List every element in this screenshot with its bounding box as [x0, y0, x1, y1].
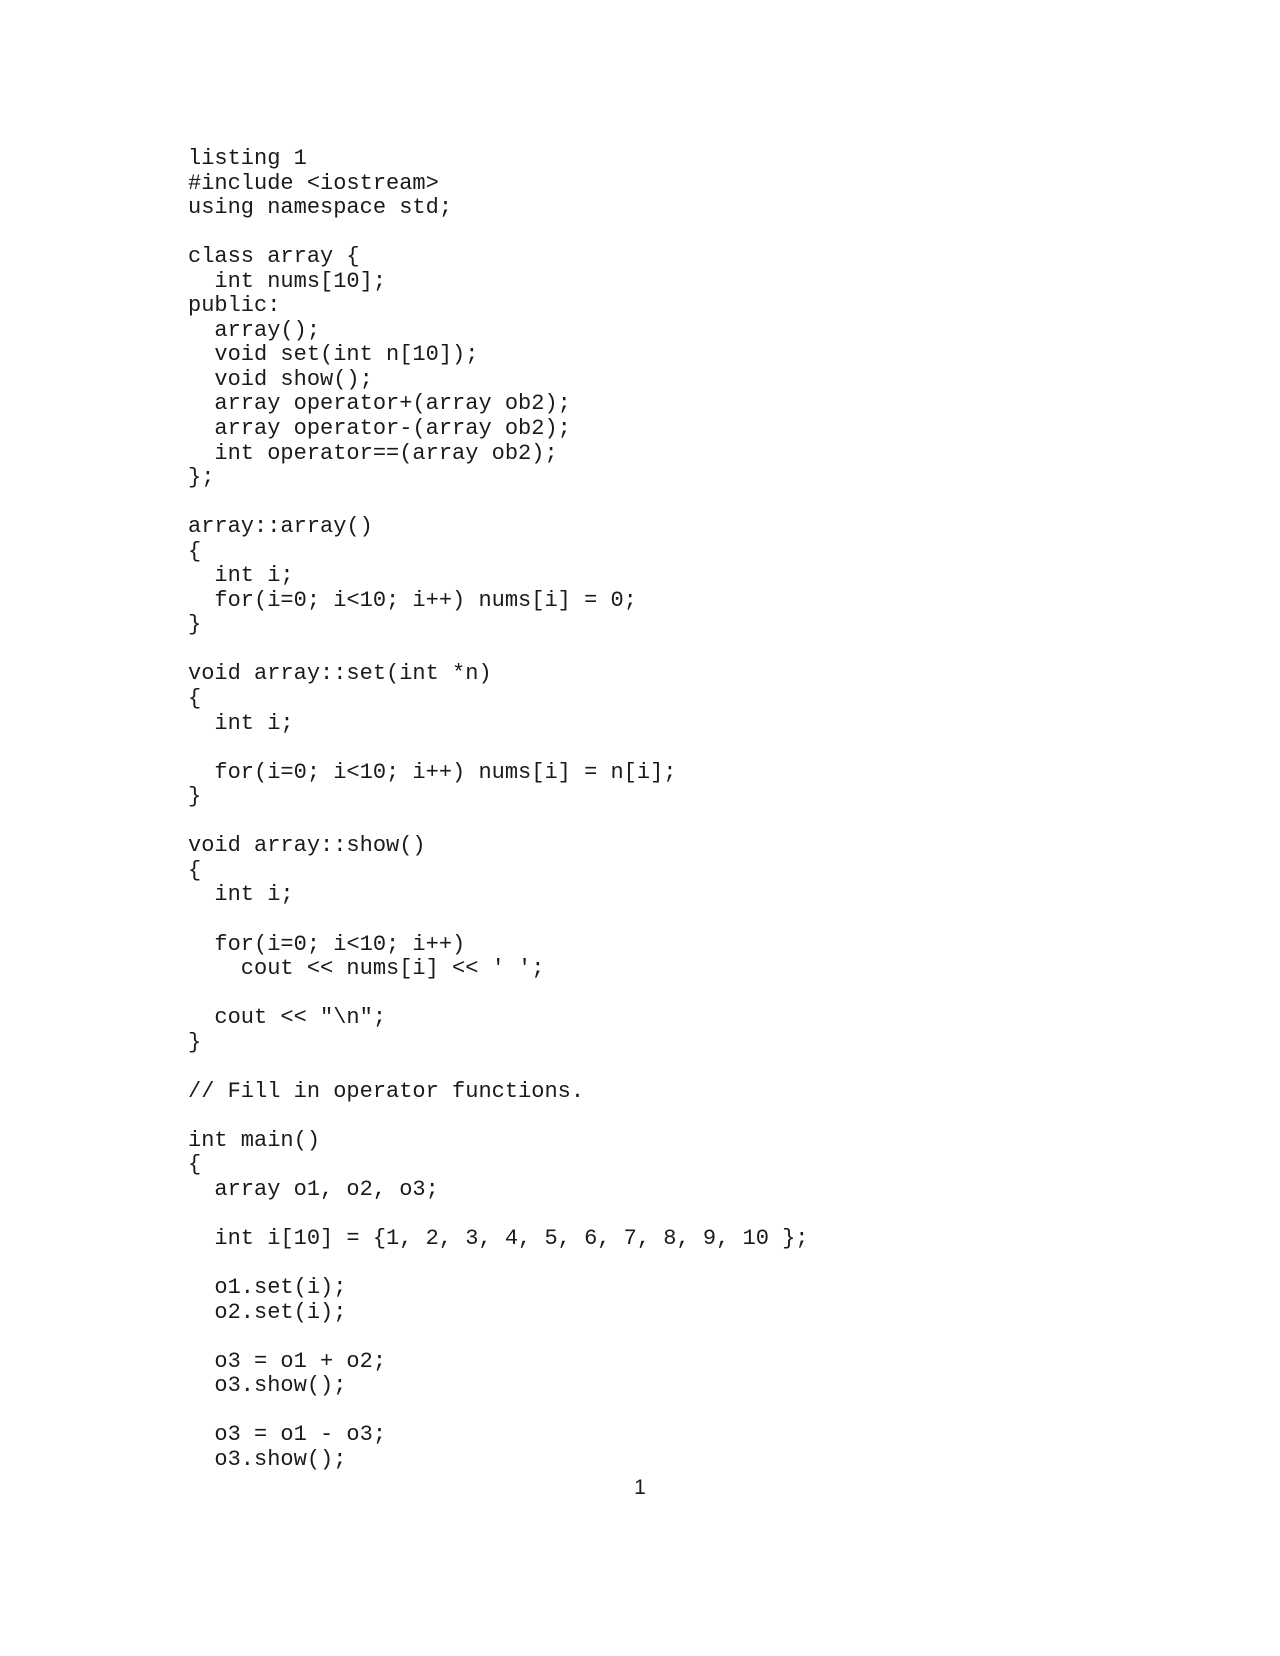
page-number: 1 — [634, 1476, 646, 1499]
code-line: int operator==(array ob2); — [188, 440, 558, 466]
code-line: int i; — [188, 563, 294, 589]
code-line: for(i=0; i<10; i++) nums[i] = n[i]; — [188, 759, 677, 785]
code-line: cout << nums[i] << ' '; — [188, 956, 545, 982]
code-line: #include <iostream> — [188, 170, 439, 196]
code-line: int i[10] = {1, 2, 3, 4, 5, 6, 7, 8, 9, 10 }; — [188, 1226, 809, 1252]
blank-line — [188, 810, 809, 835]
code-line: array operator-(array ob2); — [188, 416, 571, 442]
code-line: int i; — [188, 882, 294, 908]
code-line: listing 1 — [188, 146, 307, 171]
code-line: for(i=0; i<10; i++) — [188, 931, 466, 957]
code-line: class array { — [188, 244, 360, 270]
blank-line — [188, 1055, 809, 1080]
code-line: o3 = o1 + o2; — [188, 1348, 387, 1374]
code-line: } — [188, 1029, 202, 1055]
code-line: using namespace std; — [188, 195, 453, 221]
blank-line — [188, 1399, 809, 1424]
blank-line — [188, 1203, 809, 1228]
blank-line — [188, 1325, 809, 1350]
code-line: void show(); — [188, 366, 373, 392]
code-line: { — [188, 686, 202, 712]
code-line: { — [188, 857, 202, 883]
code-line: int nums[10]; — [188, 268, 387, 294]
blank-line — [188, 736, 809, 761]
code-line: array(); — [188, 317, 321, 343]
code-line: cout << "\n"; — [188, 1005, 387, 1031]
code-line: array::array() — [188, 514, 373, 540]
code-line: void array::set(int *n) — [188, 661, 492, 687]
code-line: void set(int n[10]); — [188, 342, 479, 368]
code-listing — [188, 147, 809, 1473]
code-line: }; — [188, 465, 215, 491]
code-line: o1.set(i); — [188, 1275, 347, 1301]
code-line: // Fill in operator functions. — [188, 1078, 585, 1104]
code-line: { — [188, 1152, 202, 1178]
blank-line — [188, 982, 809, 1007]
code-line: array operator+(array ob2); — [188, 391, 571, 417]
code-line: void array::show() — [188, 833, 426, 859]
code-line: } — [188, 612, 202, 638]
code-line: int main() — [188, 1127, 321, 1153]
blank-line — [188, 908, 809, 933]
code-line: public: — [188, 293, 281, 319]
code-line: for(i=0; i<10; i++) nums[i] = 0; — [188, 587, 637, 613]
blank-line — [188, 221, 809, 246]
code-line: { — [188, 538, 202, 564]
code-line: o2.set(i); — [188, 1299, 347, 1325]
code-line: int i; — [188, 710, 294, 736]
blank-line — [188, 1252, 809, 1277]
blank-line — [188, 1104, 809, 1129]
code-line: array o1, o2, o3; — [188, 1176, 439, 1202]
code-line: o3 = o1 - o3; — [188, 1422, 387, 1448]
code-line: o3.show(); — [188, 1446, 347, 1472]
code-line: } — [188, 784, 202, 810]
code-line: o3.show(); — [188, 1373, 347, 1399]
blank-line — [188, 638, 809, 663]
blank-line — [188, 491, 809, 516]
